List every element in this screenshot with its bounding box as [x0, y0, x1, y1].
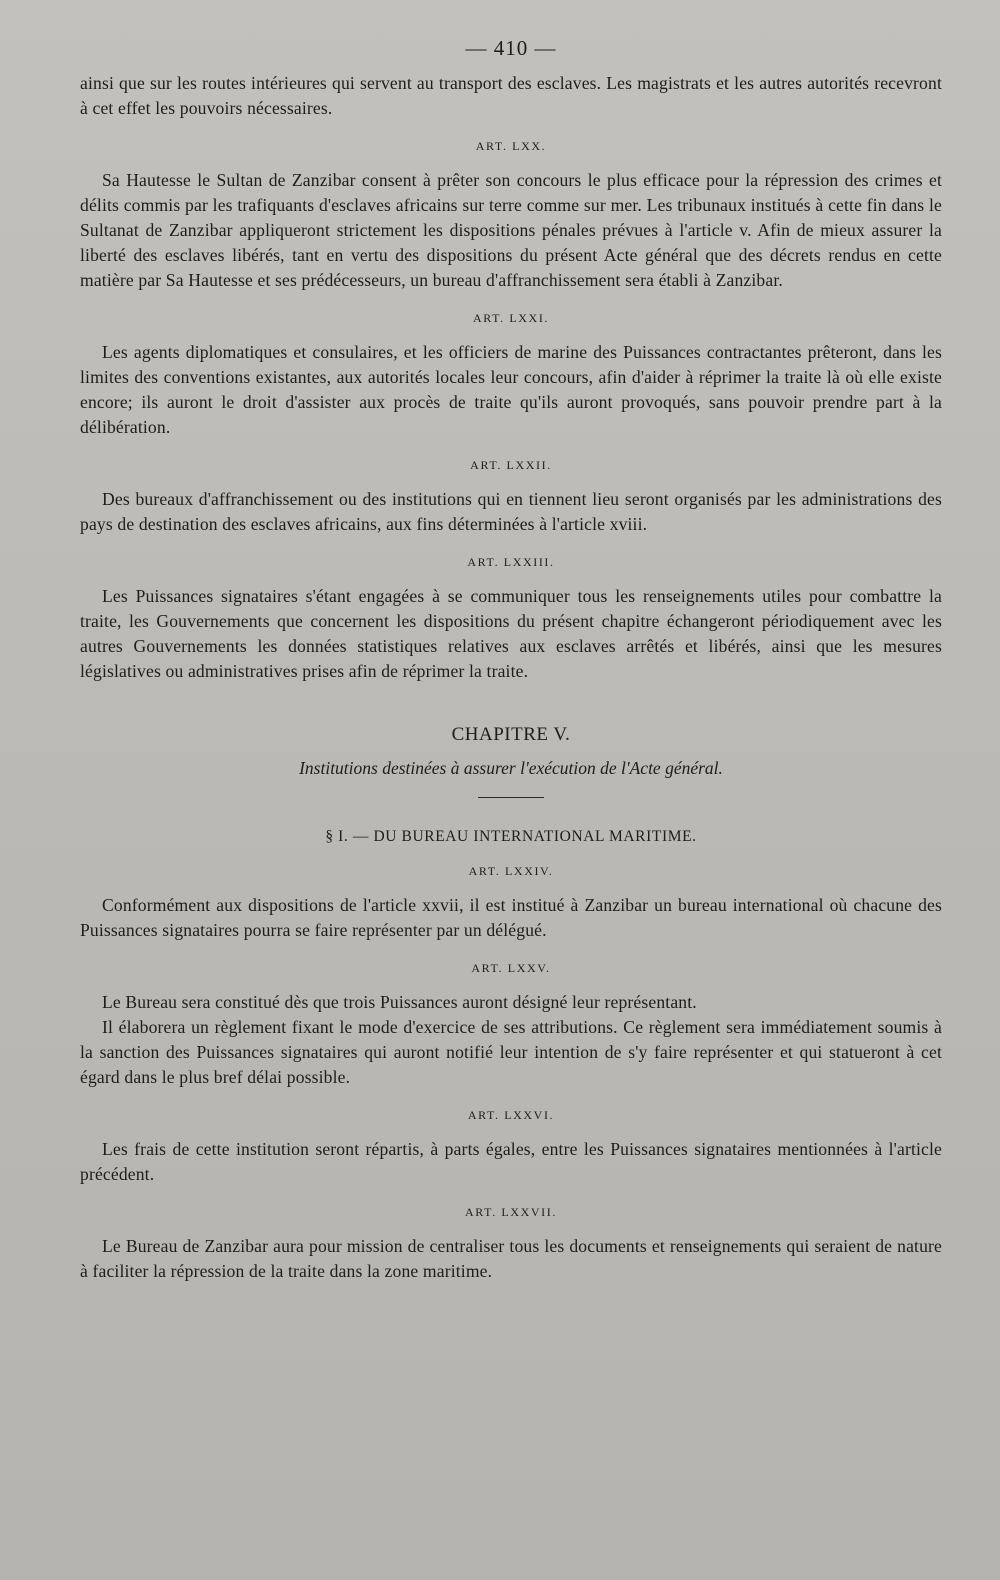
article-heading: ART. LXXI.: [472, 311, 550, 325]
article-heading: ART. LXXIII.: [467, 555, 555, 569]
article-heading: ART. LXX.: [475, 139, 547, 153]
paragraph: Des bureaux d'affranchissement ou des institutions qui en tiennent lieu seront organisés par les administrations des pays de destination des esclaves africains, aux fins déterminées à l'article xviii.: [80, 489, 942, 534]
chapter-title: CHAPITRE V.: [451, 724, 571, 745]
article-heading: ART. LXXVII.: [465, 1205, 557, 1219]
paragraph: Sa Hautesse le Sultan de Zanzibar consent à prêter son concours le plus efficace pour la répression des crimes et délits commis par les trafiquants d'esclaves africains sur terre comme sur mer. Les tribunaux institués à cette fin dans le Sultanat de Zanzibar appliqueront strictement les dispositions pénales prévues à l'article v. Afin de mieux assurer la liberté des esclaves libérés, tant en vertu des dispositions du présent Acte général que des décrets rendus en cette matière par Sa Hautesse et ses prédécesseurs, un bureau d'affranchissement sera établi à Zanzibar.: [80, 170, 942, 290]
article-heading: ART. LXXVI.: [467, 1108, 555, 1122]
paragraph: ainsi que sur les routes intérieures qui servent au transport des esclaves. Les magistrats et les autres autorités recevront à cet effet les pouvoirs nécessaires.: [80, 73, 942, 118]
paragraph: Il élaborera un règlement fixant le mode d'exercice de ses attributions. Ce règlement sera immédiatement soumis à la sanction des Puissances signataires qui auront notifié leur intention de s'y faire représenter et qui statueront à cet égard dans le plus bref délai possible.: [80, 1017, 942, 1087]
paragraph: Le Bureau sera constitué dès que trois Puissances auront désigné leur représentant.: [102, 992, 697, 1012]
article-heading: ART. LXXII.: [470, 458, 552, 472]
chapter-subtitle: Institutions destinées à assurer l'exécution de l'Acte général.: [299, 758, 723, 778]
paragraph: Conformément aux dispositions de l'article xxvii, il est institué à Zanzibar un bureau international où chacune des Puissances signataires pourra se faire représenter par un délégué.: [80, 895, 942, 940]
paragraph: Les frais de cette institution seront répartis, à parts égales, entre les Puissances signataires mentionnées à l'article précédent.: [80, 1139, 942, 1184]
paragraph: Les Puissances signataires s'étant engagées à se communiquer tous les renseignements utiles pour combattre la traite, les Gouvernements que concernent les dispositions du présent chapitre échangeront périodiquement avec les autres Gouvernements les données statistiques relatives aux esclaves arrêtés et libérés, ainsi que les mesures législatives ou administratives prises afin de réprimer la traite.: [80, 586, 942, 681]
page-content: [80, 36, 942, 1284]
article-heading: ART. LXXIV.: [468, 864, 554, 878]
divider-rule: [478, 797, 544, 798]
section-title: § I. — DU BUREAU INTERNATIONAL MARITIME.: [325, 828, 697, 845]
paragraph: Les agents diplomatiques et consulaires, et les officiers de marine des Puissances contractantes prêteront, dans les limites des conventions existantes, aux autorités locales leur concours, afin d'aider à réprimer la traite là où elle existe encore; ils auront le droit d'assister aux procès de traite qu'ils auront provoqués, sans pouvoir prendre part à la délibération.: [80, 342, 942, 437]
page-number: — 410 —: [465, 36, 557, 60]
article-heading: ART. LXXV.: [471, 961, 551, 975]
paragraph: Le Bureau de Zanzibar aura pour mission de centraliser tous les documents et renseignements qui seraient de nature à faciliter la répression de la traite dans la zone maritime.: [80, 1236, 942, 1281]
